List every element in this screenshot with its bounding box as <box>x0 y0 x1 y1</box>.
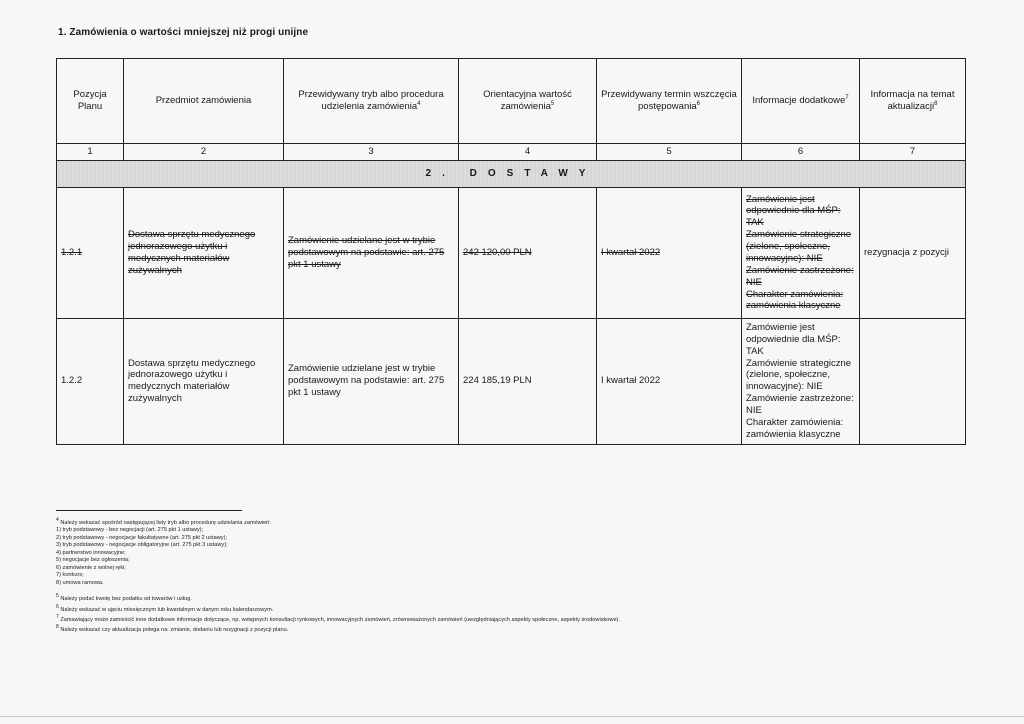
footnote-4-item: 1) tryb podstawowy - bez negocjacji (art. 275 pkt 1 ustawy); <box>56 527 204 534</box>
cell-info <box>742 187 860 318</box>
column-number: 4 <box>459 144 597 161</box>
cell-term: I kwartał 2022 <box>597 187 742 318</box>
col-header-procedure: Przewidywany tryb albo procedura udzielenia zamówienia$^4$ <box>284 59 459 144</box>
table-row <box>57 318 966 444</box>
column-number: 2 <box>124 144 284 161</box>
cell-update: rezygnacja z pozycji <box>860 187 966 318</box>
footnote-4-item: 2) tryb podstawowy - negocjacje fakultatywne (art. 275 pkt 2 ustawy); <box>56 534 227 541</box>
column-number: 7 <box>860 144 966 161</box>
cell-info <box>742 318 860 444</box>
cell-value: 224 185,19 PLN <box>459 318 597 444</box>
cell-procedure: Zamówienie udzielane jest w trybie podstawowym na podstawie: art. 275 pkt 1 ustawy <box>284 187 459 318</box>
cell-value: 242 120,00 PLN <box>459 187 597 318</box>
info-line: Zamówienie jest odpowiednie dla MŚP: TAK <box>746 193 841 229</box>
footnote-4-item: 5) negocjacje bez ogłoszenia; <box>56 557 130 564</box>
footnotes <box>56 517 956 635</box>
col-header-position: Pozycja Planu <box>57 59 124 144</box>
footnote-separator <box>56 510 242 511</box>
footnote-6: $^6$ Należy wskazać w ujęciu miesięcznym lub kwartalnym w danym roku kalendarzowym. <box>56 603 274 613</box>
col-header-update: Informacja na temat aktualizacji$^8$ <box>860 59 966 144</box>
footnote-4-item: 3) tryb podstawowy - negocjacje obligatoryjne (art. 275 pkt 3 ustawy); <box>56 542 228 549</box>
footnote-4-item: 8) umowa ramowa. <box>56 579 104 586</box>
column-number: 5 <box>597 144 742 161</box>
column-number: 1 <box>57 144 124 161</box>
info-line: Charakter zamówienia: zamówienia klasyczne <box>746 416 844 440</box>
section-row <box>57 160 966 187</box>
column-number: 6 <box>742 144 860 161</box>
footnote-8: $^8$ Należy wskazać czy aktualizacja polega na: zmianie, dodaniu lub rezygnacji z pozycji planu. <box>56 624 289 634</box>
cell-position: 1.2.1 <box>57 187 124 318</box>
cell-position: 1.2.2 <box>57 318 124 444</box>
footnote-4-item: 7) konkurs; <box>56 572 84 579</box>
info-line: Zamówienie jest odpowiednie dla MŚP: TAK <box>746 321 841 357</box>
info-line: Zamówienie strategiczne (zielone, społeczne, innowacyjne): NIE <box>746 357 852 393</box>
col-header-info: Informacje dodatkowe$^7$ <box>742 59 860 144</box>
column-number: 3 <box>284 144 459 161</box>
cell-term: I kwartał 2022 <box>597 318 742 444</box>
col-header-term: Przewidywany termin wszczęcia postępowania$^6$ <box>597 59 742 144</box>
info-line: Zamówienie zastrzeżone: NIE <box>746 393 854 416</box>
info-line: Zamówienie zastrzeżone: NIE <box>746 264 854 288</box>
col-header-value: Orientacyjna wartość zamówienia$^5$ <box>459 59 597 144</box>
section-label-dostawy: 2. DOSTAWY <box>57 160 966 187</box>
procurement-plan-table <box>56 58 966 445</box>
column-number-row <box>57 144 966 161</box>
info-line: Zamówienie strategiczne (zielone, społeczne, innowacyjne): NIE <box>746 229 852 264</box>
footnote-5: $^5$ Należy podać kwotę bez podatku od towarów i usług. <box>56 593 192 603</box>
cell-subject: Dostawa sprzętu medycznego jednorazowego użytku i medycznych materiałów zużywalnych <box>124 187 284 318</box>
cell-update <box>860 318 966 444</box>
col-header-subject: Przedmiot zamówienia <box>124 59 284 144</box>
cell-procedure: Zamówienie udzielane jest w trybie podstawowym na podstawie: art. 275 pkt 1 ustawy <box>284 318 459 444</box>
footnote-4-item: 4) partnerstwo innowacyjne; <box>56 549 126 556</box>
scan-edge-line <box>0 716 1024 717</box>
footnote-4-item: 6) zamówienie z wolnej ręki; <box>56 564 126 571</box>
cell-subject: Dostawa sprzętu medycznego jednorazowego użytku i medycznych materiałów zużywalnych <box>124 318 284 444</box>
info-line: Charakter zamówienia: zamówienia klasyczne <box>746 288 844 312</box>
table-row <box>57 187 966 318</box>
table-header-row <box>57 59 966 144</box>
footnote-7: $^7$ Zamawiający może zamieścić inne dodatkowe informacje dotyczące, np. wstępnych konsultacji rynkowych, innowacyjnych zamówień, zrównoważonych zamówień (uwzględniających aspekty społeczne, aspekty środowiskowe). <box>56 614 620 623</box>
footnote-4: $^4$ Należy wskazać spośród następującej listy tryb albo procedurę udzielania zamówień: <box>56 517 271 526</box>
section-heading: 1. Zamówienia o wartości mniejszej niż progi unijne <box>58 27 309 38</box>
